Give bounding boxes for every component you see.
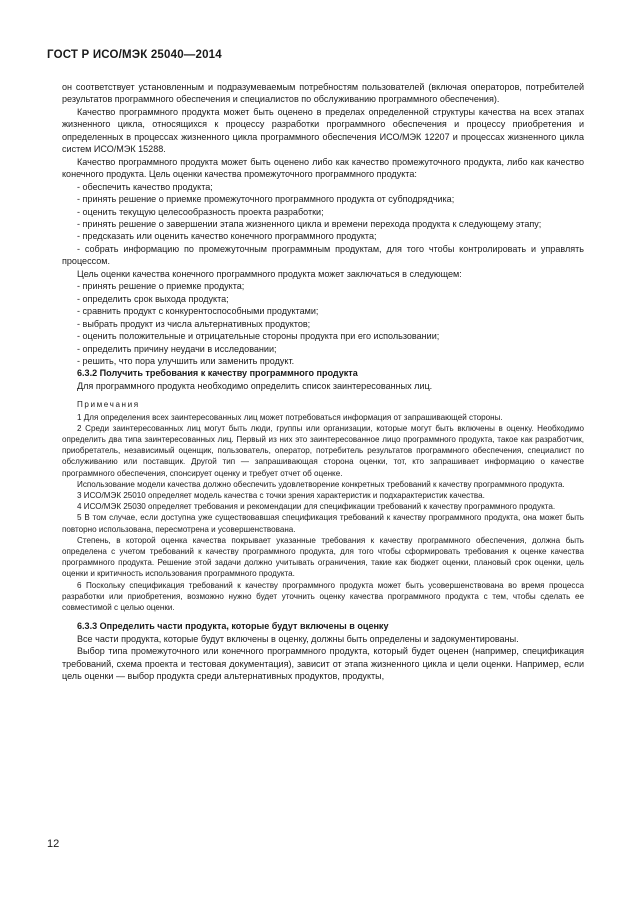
page-header-title: ГОСТ Р ИСО/МЭК 25040—2014 (47, 49, 222, 61)
page-body (62, 81, 584, 682)
section-632-heading: 6.3.2 Получить требования к качеству программного продукта (77, 368, 358, 379)
section-632-body: Для программного продукта необходимо определить список заинтересованных лиц. (77, 380, 433, 391)
notes-block (62, 399, 584, 613)
paragraph-quality-lifecycle: Качество программного продукта может быть оценено в пределах определенной структуры качества на всех этапах жизненного цикла, относящихся к процессу разработки программного обеспечения и процессу приобретения и определенных в процессах жизненного цикла программного обеспечения ИСО/МЭК 12207 и процессах жизненного цикла систем ИСО/МЭК 15288. (62, 106, 584, 155)
section-633-paragraph: Все части продукта, которые будут включены в оценку, должны быть определены и задокументированы. (77, 633, 519, 644)
page-number: 12 (47, 838, 60, 850)
section-633-paragraph: Выбор типа промежуточного или конечного программного продукта, который будет оценен (например, спецификация требований, схема проекта и тестовая документация), зависит от этапа жизненного цикла и цели оценки. Например, если цель оценки — выбор продукта среди альтернативных продуктов, продукты, (62, 646, 584, 681)
note-paragraph: 3 ИСО/МЭК 25010 определяет модель качества с точки зрения характеристик и подхарактеристик качества. (77, 490, 485, 500)
note-paragraph: 1 Для определения всех заинтересованных лиц может потребоваться информация от запрашивающей стороны. (77, 412, 503, 422)
list-item: - решить, что пора улучшить или заменить продукт. (77, 355, 295, 366)
section-633-heading: 6.3.3 Определить части продукта, которые будут включены в оценку (77, 621, 389, 632)
notes-title: Примечания (77, 400, 140, 410)
list-intermediate-goals (62, 181, 584, 268)
note-paragraph: 5 В том случае, если доступна уже существовавшая спецификация требований к качеству программного продукта, она может быть повторно использована, пересмотрена и усовершенствована. (62, 513, 584, 534)
list-item: - выбрать продукт из числа альтернативных продуктов; (77, 318, 311, 329)
note-paragraph: 2 Среди заинтересованных лиц могут быть люди, группы или организации, которые могут быть включены в оценку. Необходимо определить два типа заинтересованных лиц. Первый из них это заинтересованное лицо программного продукта, такое как разработчик, приобретатель, независимый оценщик, пользователь, оператор, потребитель результатов программного обеспечения, специалист по обслуживанию или поставщик. Другой тип — запрашивающая сторона оценки, тот, кто запрашивает информацию о качестве программного обеспечения, спонсирует оценку и требует отчет об оценке. (62, 423, 584, 478)
list-item: - принять решение о приемке продукта; (77, 281, 245, 292)
list-item: - принять решение о завершении этапа жизненного цикла и времени перехода продукта к следующему этапу; (77, 218, 542, 229)
list-item: - оценить текущую целесообразность проекта разработки; (77, 206, 324, 217)
list-item: - предсказать или оценить качество конечного программного продукта; (77, 231, 377, 242)
paragraph-intermediate-product: Качество программного продукта может быть оценено либо как качество промежуточного продукта, либо как качество конечного продукта. Цель оценки качества промежуточного программного продукта: (62, 156, 584, 180)
list-item: - сравнить продукт с конкурентоспособными продуктами; (77, 306, 319, 317)
list-item: - принять решение о приемке промежуточного программного продукта от субподрядчика; (77, 194, 455, 205)
note-paragraph: 4 ИСО/МЭК 25030 определяет требования и рекомендации для спецификации требований к качеству программного продукта. (77, 502, 556, 512)
note-paragraph: Использование модели качества должно обеспечить удовлетворение конкретных требований к качеству программного продукта. (77, 479, 565, 489)
list-item: - оценить положительные и отрицательные стороны продукта при его использовании; (77, 331, 440, 342)
list-item: - обеспечить качество продукта; (77, 181, 213, 192)
list-item: - собрать информацию по промежуточным программным продуктам, для того чтобы контролировать и управлять процессом. (62, 243, 584, 267)
intro-paragraph: он соответствует установленным и подразумеваемым потребностям пользователей (включая операторов, потребителей результатов программного обеспечения и специалистов по обслуживанию программного обеспечения). (62, 82, 584, 105)
list-final-goals (62, 280, 584, 367)
note-paragraph: Степень, в которой оценка качества покрывает указанные требования к качеству программного обеспечения, должна быть определена с учетом требований к качеству программного продукта, для того чтобы сформировать требования к оценке качества программного продукта. Решение этой задачи должно учитывать ограничения, такие как бюджет оценки, плановый срок оценки, цель оценки и критичность использования программного продукта. (62, 535, 584, 579)
paragraph-final-product: Цель оценки качества конечного программного продукта может заключаться в следующем: (77, 268, 462, 279)
list-item: - определить срок выхода продукта; (77, 293, 229, 304)
list-item: - определить причину неудачи в исследовании; (77, 343, 277, 354)
note-paragraph: 6 Поскольку спецификация требований к качеству программного продукта может быть усовершенствована во время процесса разработки или приобретения, возможно нужно будет уточнить оценку качества программного продукта с тем, чтобы сделать ее совместимой с целью оценки. (62, 580, 584, 612)
